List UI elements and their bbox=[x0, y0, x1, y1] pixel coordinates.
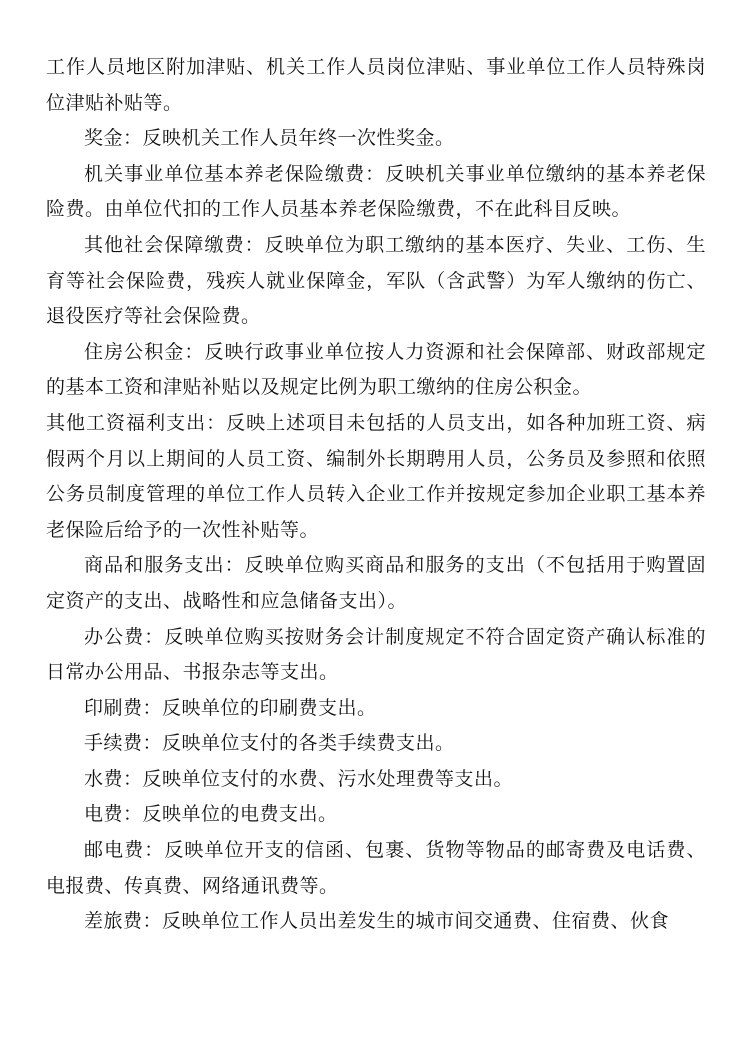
paragraph-goods-services: 商品和服务支出：反映单位购买商品和服务的支出（不包括用于购置固定资产的支出、战略性和应急储备支出）。 bbox=[46, 554, 706, 612]
paragraph-other-social-security: 其他社会保障缴费：反映单位为职工缴纳的基本医疗、失业、工伤、生育等社会保险费，残疾人就业保障金，军队（含武警）为军人缴纳的伤亡、退役医疗等社会保险费。 bbox=[46, 233, 706, 328]
paragraph-travel-expense: 差旅费：反映单位工作人员出差发生的城市间交通费、住宿费、伙食 bbox=[84, 910, 670, 933]
paragraph-other-wage-welfare: 其他工资福利支出：反映上述项目未包括的人员支出，如各种加班工资、病假两个月以上期间的人员工资、编制外长期聘用人员，公务员及参照和依照公务员制度管理的单位工作人员转入企业工作并按规定参加企业职工基本养老保险后给予的一次性补贴等。 bbox=[46, 411, 706, 541]
paragraph-water-fee: 水费：反映单位支付的水费、污水处理费等支出。 bbox=[84, 767, 514, 790]
paragraph-electricity-fee: 电费：反映单位的电费支出。 bbox=[84, 803, 338, 826]
paragraph-pension-insurance: 机关事业单位基本养老保险缴费：反映机关事业单位缴纳的基本养老保险费。由单位代扣的工作人员基本养老保险缴费，不在此科目反映。 bbox=[46, 162, 706, 221]
paragraph-printing-expense: 印刷费：反映单位的印刷费支出。 bbox=[84, 696, 377, 719]
paragraph-housing-fund: 住房公积金：反映行政事业单位按人力资源和社会保障部、财政部规定的基本工资和津贴补贴以及规定比例为职工缴纳的住房公积金。 bbox=[46, 340, 706, 399]
paragraph-office-expense: 办公费：反映单位购买按财务会计制度规定不符合固定资产确认标准的日常办公用品、书报杂志等支出。 bbox=[46, 625, 706, 684]
paragraph-handling-fee: 手续费：反映单位支付的各类手续费支出。 bbox=[84, 732, 455, 755]
paragraph-bonus: 奖金：反映机关工作人员年终一次性奖金。 bbox=[84, 127, 455, 150]
paragraph-allowance-continuation: 工作人员地区附加津贴、机关工作人员岗位津贴、事业单位工作人员特殊岗位津贴补贴等。 bbox=[46, 56, 706, 114]
document-page bbox=[46, 50, 706, 940]
paragraph-postal-telecom-fee: 邮电费：反映单位开支的信函、包裹、货物等物品的邮寄费及电话费、电报费、传真费、网络通讯费等。 bbox=[46, 839, 706, 897]
